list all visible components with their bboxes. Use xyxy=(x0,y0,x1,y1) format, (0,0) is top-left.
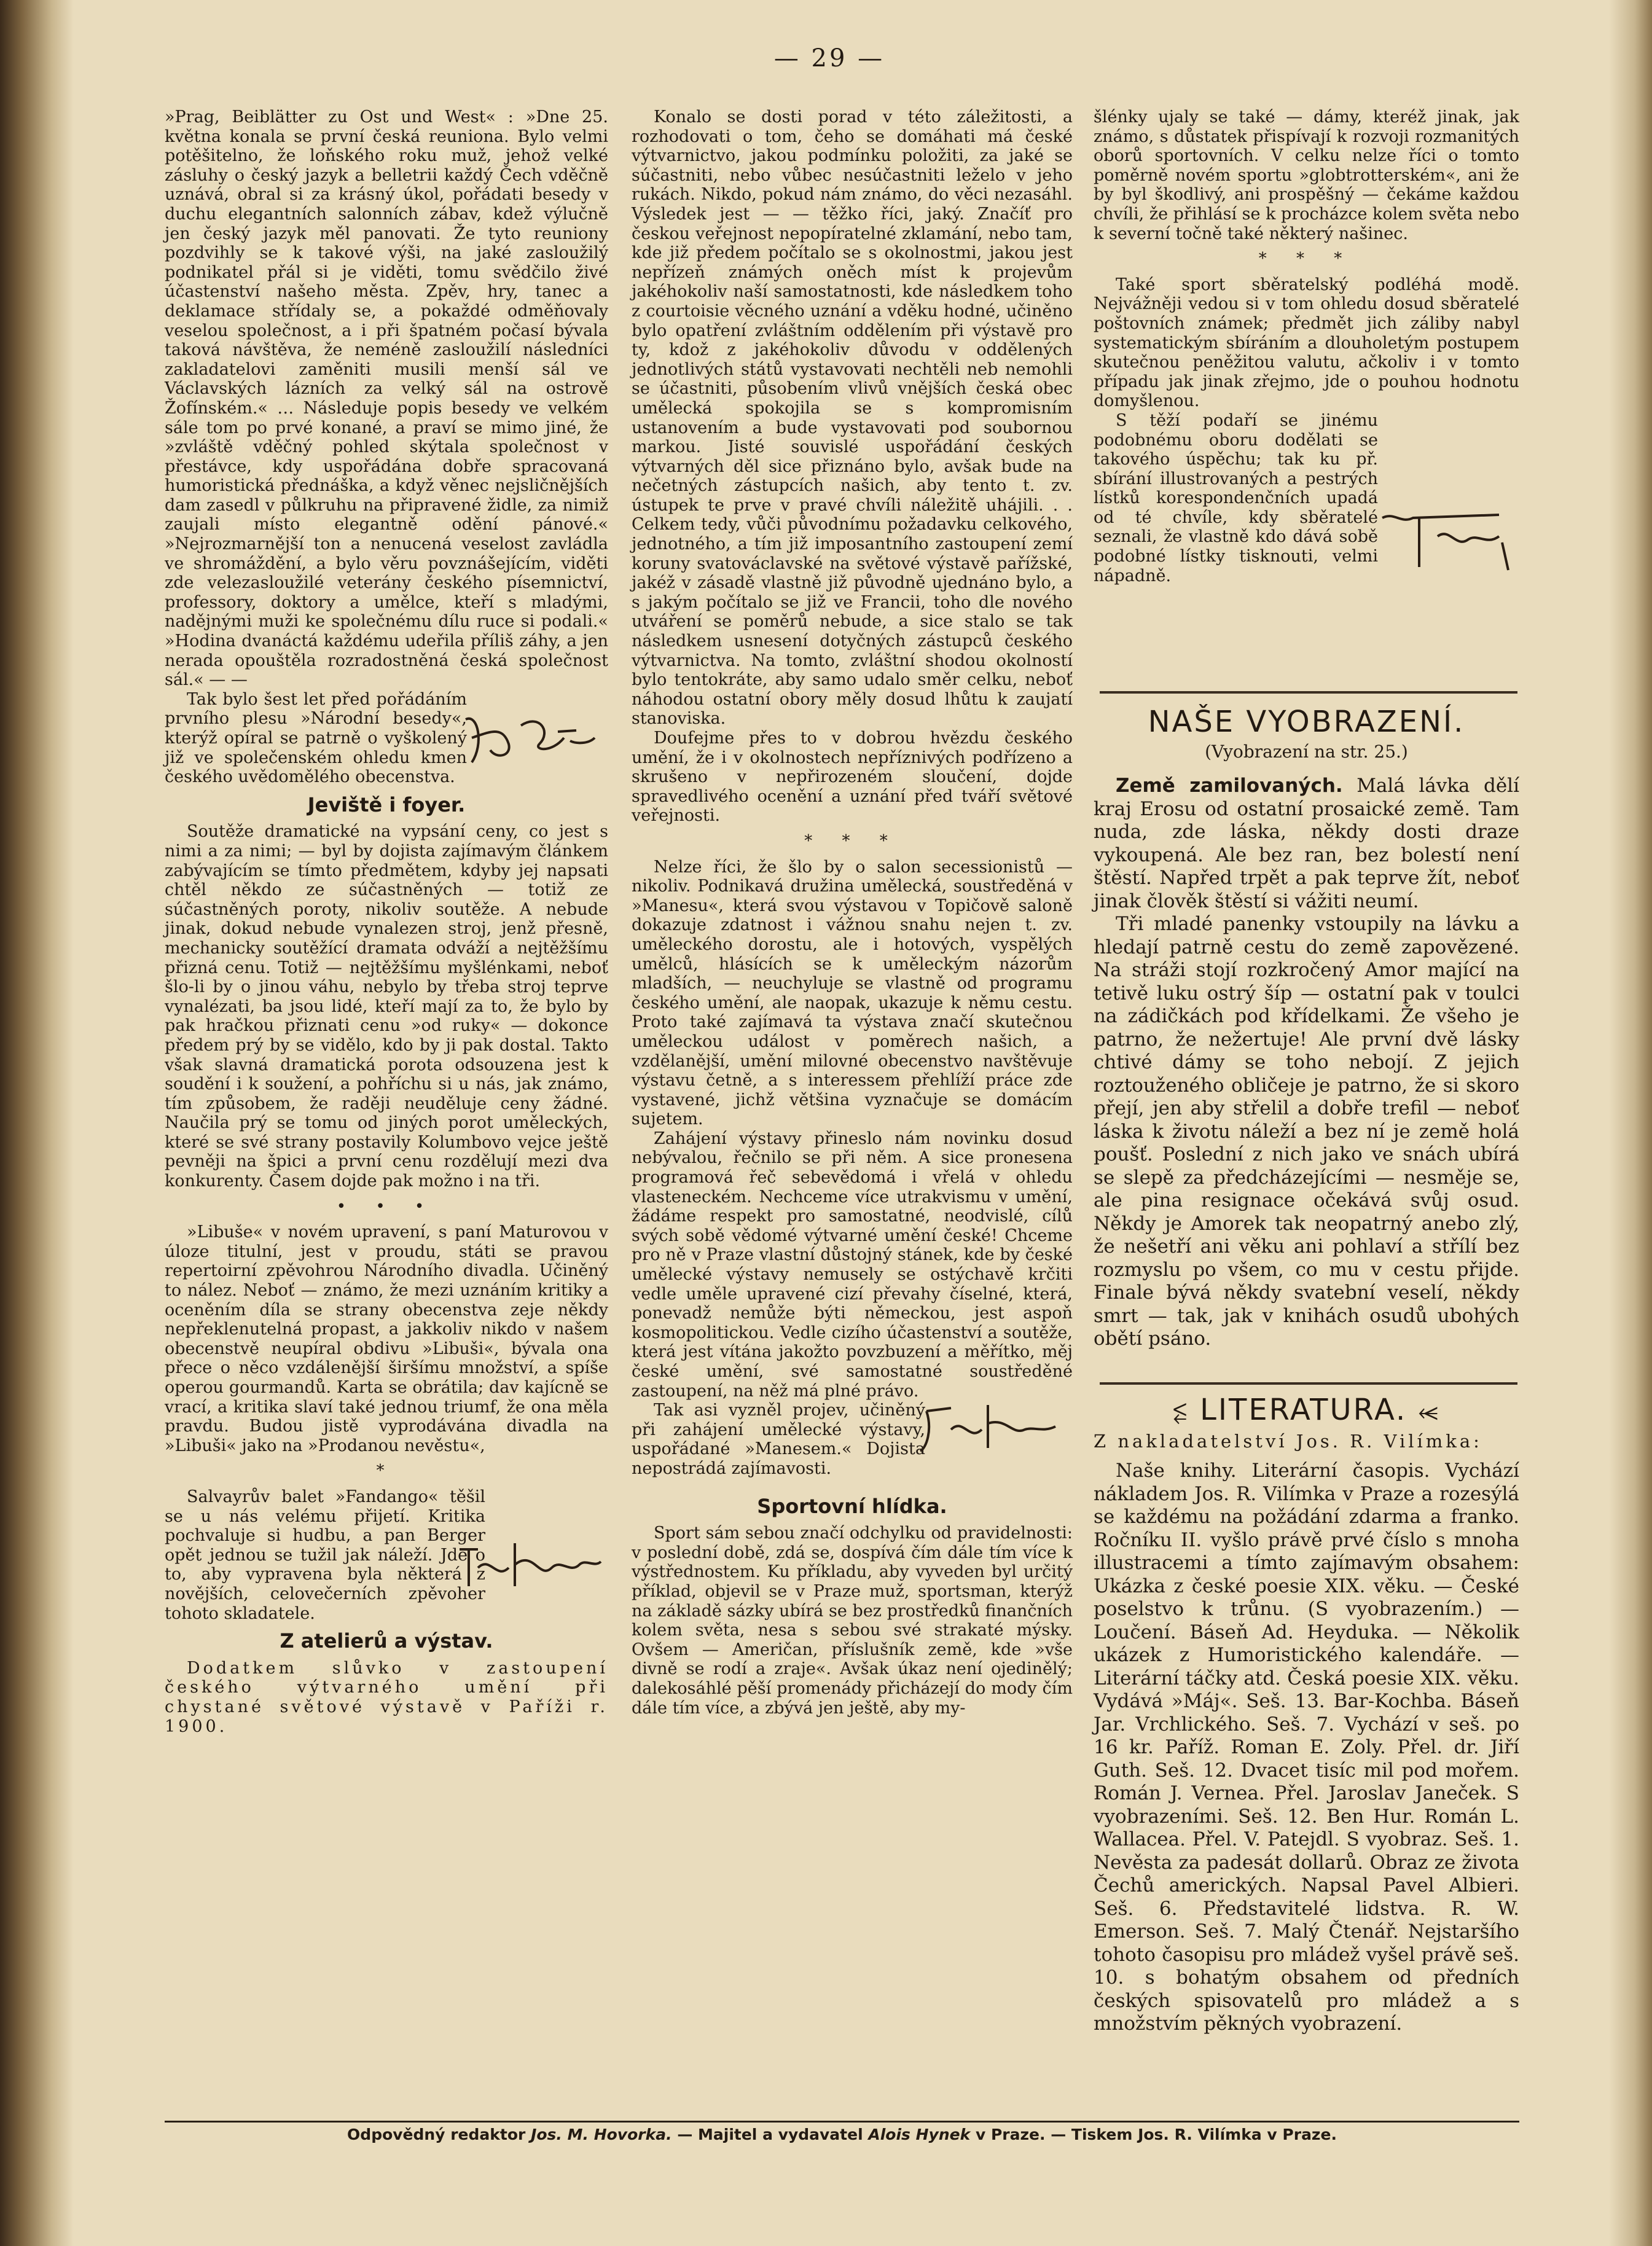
article-paragraph: Sport sám sebou značí odchylku od pravidelnosti: v poslední době, zdá se, dospívá čím dále tím více k výstřednostem. Ku příkladu, aby vyveden byl určitý příklad, objevil se v Praze muž, sportsman, kterýž na základě sázky ubírá se bez prostředků finančních kolem světa, nesa s sebou své strakaté mýsky. Ovšem — Američan, příslušník země, kde »vše divně se rodí a zraje«. Avšak úkaz není ojedinělý; dalekosáhlé pěší promenády přicházejí do mody čím dále tím více, a zbývá jen ještě, aby my- xyxy=(632,1524,1073,1718)
arrow-left-icon: ⥶ xyxy=(1173,1398,1189,1426)
article-paragraph: Tak bylo šest let před pořádáním prvního plesu »Národní besedy«, kterýž opíral se patrně o vyškolený již ve společenském ohledu kmen českého uvědomělého obecenstva. xyxy=(165,689,467,787)
column-3-literatura xyxy=(1094,1393,1519,2036)
article-paragraph: Zahájení výstavy přineslo nám novinku dosud nebývalou, řečnilo se při něm. A sice pronesena programová řeč sebevědomá i vřelá v ohledu vlasteneckém. Nechceme více utrakvismu v umění, žádáme respekt pro samostatné, neodvislé, cílů svých sobě vědomé výtvarné umění české! Chceme pro ně v Praze vlastní důstojný stánek, kde by české umělecké výstavy nemusely se ostýchavě krčiti vedle uměle upravené cizí převahy číselné, která, ponevadž nemůže býti německou, jest aspoň kosmopolitickou. Vedle cizího účastenství a soutěže, která jest vítána jakožto povzbuzení a měřítko, měj české umění, své samostatné soustředěné zastoupení, na něž má plné právo. xyxy=(632,1129,1073,1401)
article-paragraph: Soutěže dramatické na vypsání ceny, co jest s nimi a za nimi; — byl by dojista zajímavým článkem zabývajícím se tímto předmětem, kdyby jej napsati chtěl někdo ze súčastněných — totiž ze súčastněných poroty, nikoliv soutěže. A nebude jinak, dokud nebude vynalezen stroj, jenž přesně, mechanicky soutěžící dramata odváží a nejtěžšímu přizná cenu. Totiž — nejtěžšímu myšlénkami, neboť šlo-li by o jinou váhu, nebylo by třeba stroj teprve vynalézati, ba jsou lidé, kteří mají za to, že bylo by pak hračkou přiznati cenu »od ruky« — dokonce předem prý by se vidělo, kdo by ji pak dostal. Takto však slavná dramatická porota odsouzena jest k soudění i k soužení, a pohříchu si u nás, jak známo, tím způsobem, že raději neuděluje ceny žádné. Naučila prý se tomu od jiných porot uměleckých, které se své strany postavily Kolumbovo vejce ještě pevněji na špici a první cenu rozdělují mezi dva konkurenty. Časem dojde pak možno i na tři. xyxy=(165,822,608,1191)
article-paragraph: Doufejme přes to v dobrou hvězdu českého umění, že i v okolnostech nepříznivých podřízeno a skrušeno v nepřirozeném sloučení, dojde spravedlivého ocenění a uznání před tváří světové veřejnosti. xyxy=(632,729,1073,826)
footer-publisher-place: v Praze. xyxy=(975,2126,1046,2143)
article-paragraph: Dodatkem slůvko v zastoupení českého výtvarného umění při chystané světové výstavě v Paříži r. 1900. xyxy=(165,1658,608,1736)
section-subtitle: (Vyobrazení na str. 25.) xyxy=(1205,741,1408,762)
article-paragraph: Tři mladé panenky vstoupily na lávku a hledají patrně cestu do země zapovězené. Na stráži stojí rozkročený Amor mající na tetivě luku ostrý šíp — ostatní pak v toulci na zádičkách pod křídelkami. Že všeho je patrno, že nežertuje! Ale první dvě lásky chtivé dámy se toho nebojí. Z jejich roztouženého obličeje je patrno, že si skoro přejí, jen aby střelil a dobře trefil — neboť láska k životu náleží a bez ní je země holá poušť. Poslední z nich jako ve snách ubírá se slepě za předcházejícími — nesměje se, ale pina resignace očekává svůj osud. Někdy je Amorek tak neopatrný anebo zlý, že nešetří ani věku ani pohlaví a střílí bez rozmyslu po všem, co mu v cestu přijde. Finale bývá někdy svatební veselí, někdy smrt — tak, jak v knihách osudů ubohých obětí psáno. xyxy=(1094,913,1519,1350)
footer-publisher-label: — Majitel a vydavatel xyxy=(677,2126,863,2143)
stars-divider: • • • xyxy=(336,1197,437,1216)
literatura-label: LITERATURA. xyxy=(1200,1393,1407,1427)
stars-divider: * * * xyxy=(804,831,900,850)
page-edge-shadow xyxy=(1609,0,1652,2246)
article-paragraph: S těží podaří se jinému podobnému oboru dodělati se takového úspěchu; tak ku př. sbírání illustrovaných a pestrých lístků korespondenčních upadá od té chvíle, kdy sběratelé seznali, že vlastně kdo dává sobě podobné lístky tisknouti, velmi nápadně. xyxy=(1094,410,1378,585)
article-paragraph: Tak asi vyzněl projev, učiněný při zahájení umělecké výstavy, uspořádané »Manesem.« Dojista nepostrádá zajímavosti. xyxy=(632,1401,925,1478)
column-2 xyxy=(632,108,1073,1718)
footer-printer: — Tiskem Jos. R. Vilímka v Praze. xyxy=(1051,2126,1337,2143)
section-heading-literatura xyxy=(1094,1393,1519,1427)
section-heading-vyobrazeni: NAŠE VYOBRAZENÍ. xyxy=(1148,705,1465,739)
footer-editor-name: Jos. M. Hovorka. xyxy=(531,2126,672,2143)
section-rule xyxy=(1100,691,1517,694)
article-paragraph: Malá lávka dělí kraj Erosu od ostatní prosaické země. Tam nuda, zde láska, někdy dosti draze vykoupená. Ale bez ran, bez bolestí není štěstí. Napřed trpět a pak teprve žít, neboť jinak člověk štěstí si vážiti neumí. xyxy=(1094,775,1519,912)
article-paragraph: Nelze říci, že šlo by o salon secessionistů — nikoliv. Podnikavá družina umělecká, soustředěná v »Manesu«, která svou výstavou v Topičově saloně dokazuje zdatnost i vážnou snahu nejen t. zv. uměleckého dorostu, ale i hotových, vyspělých umělců, hlásících se k uměleckým názorům mladších, — neuchyluje se vlastně od programu českého umění, ale naopak, ukazuje k němu cestu. Proto také zajímavá ta výstava značí skutečnou uměleckou událost v poměrech našich, a vzdělanější, umění milovné obecenstvo navštěvuje výstavu četně, a s interessem přehlíží práce zde vystavené, jichž většina vyznačuje se domácím sujetem. xyxy=(632,857,1073,1129)
stars-divider: * * * xyxy=(1258,249,1355,268)
arrow-right-icon: ⥷ xyxy=(1418,1398,1440,1426)
footer xyxy=(165,2126,1519,2143)
article-paragraph: šlénky ujaly se také — dámy, kteréž jinak, jak známo, s důstatek přispívají k rozvoji rozmanitých oborů sportovních. V celku nelze říci o tomto poměrně novém sportu »globtrotterském«, ani že by byl škodlivý, ani prospěšný — čekáme každou chvíli, že přihlásí se k procházce kolem světa nebo k severní točně také některý našinec. xyxy=(1094,108,1519,243)
column-3-lower xyxy=(1094,705,1519,1351)
footer-editor-label: Odpovědný redaktor xyxy=(347,2126,526,2143)
column-1 xyxy=(165,108,608,1736)
article-paragraph: »Prag, Beiblätter zu Ost und West« : »Dne 25. května konala se první česká reuniona. Bylo velmi potěšitelno, že loňského roku muž, jehož velké zásluhy o český jazyk a belletrii každý Čech vděčně uznává, obral si za krásný úkol, pořádati besedy v duchu elegantních salonních zábav, kdež výlučně jen český jazyk měl panovati. Že tyto reuniony pozdvihly se k takové výši, na jaké zasloužilý podnikatel přál si je viděti, tomu svědčilo živé účastenství našeho města. Zpěv, hry, tanec a deklamace střídaly se, a pokaždé odměňovaly veselou společnost, a i při špatném počasí bývala taková návštěva, že neméně zasloužilí následníci zakladatelovi zaměniti musili menší sál ve Václavských lázních za velký sál na ostrově Žofínském.« … Následuje popis besedy ve velkém sále tom po prvé konané, a praví se mimo jiné, že »zvláště vděčný pohled skýtala společnost v přestávce, kdy uspořádána dobře spracovaná humoristická přednáška, a když věnec nejsličnějších dam zasedl v půlkruhu na připravené židle, za nimiž zaujali místo elegantně odění pánové.« »Nejrozmarnější ton a nenucená veselost zavládla ve shromáždění, a bylo věru povznášejícím, viděti zde velezasloužilé veterány českého písemnictví, professory, doktory a umělce, kteří s mladými, nadějnými muži ke společnému dílu ruce si podali.« »Hodina dvanáctá každému udeřila příliš záhy, a jen nerada opouštěla rozradostněná česká společnost sál.« — — xyxy=(165,108,608,690)
section-heading-ateliery: Z atelierů a výstav. xyxy=(280,1629,493,1653)
column-3 xyxy=(1094,108,1519,585)
article-paragraph: Také sport sběratelský podléhá modě. Nejvážněji vedou si v tom ohledu dosud sběratelé poštovních známek; předmět jich záliby nabyl systematickým sbíráním a dlouholetým postupem skutečnou peněžitou valutu, ačkoliv i v tomto případu jak jinak zřejmo, jde o pouhou hodnotu domyšlenou. xyxy=(1094,275,1519,411)
footer-rule xyxy=(165,2121,1519,2123)
article-paragraph: »Libuše« v novém upravení, s paní Maturovou v úloze titulní, jest v proudu, státi se pravou repertoirní zpěvohrou Národního divadla. Učiněný to nález. Neboť — známo, že mezi uznáním kritiky a oceněním díla se strany obecenstva zeje někdy nepřeklenutelná propast, a jakkoliv nikdo v našem obecenstvě neupíral obdivu »Libuši«, bývala ona přece o něco vzdálenější širšímu množství, a spíše operou gourmandů. Karta se obrátila; dav kajícně se vrací, a kritika slaví také jednou triumf, že ona měla pravdu. Budou jistě vyprodávána divadla na »Libuši« jako na »Prodanou nevěstu«, xyxy=(165,1223,608,1455)
footer-publisher-name: Alois Hynek xyxy=(868,2126,971,2143)
lead-title: Země zamilovaných. xyxy=(1116,775,1343,797)
section-heading-jeviste: Jeviště i foyer. xyxy=(307,792,466,816)
page-number: — 29 — xyxy=(773,44,885,72)
article-paragraph: Konalo se dosti porad v této záležitosti, a rozhodovati o tom, čeho se domáhati má české výtvarnictvo, jakou podmínku položiti, za jaké se súčastniti, nebo vůbec nesúčastniti leželo v jeho rukách. Nikdo, pokud nám známo, do věci nezasáhl. Výsledek jest — — těžko říci, jaký. Značíť pro českou veřejnost nepopíratelné zklamání, nebo tam, kde již předem počítalo se s okolnostmi, jakou jest nepřízeň známých oněch míst k projevům jakéhokoliv naší samostatnosti, kde následkem toho z courtoisie věcného uznání a vděku hodné, učiněno bylo opatření zvláštním oddělením při výstavě pro ty, kdož z jakéhokoliv důvodu v oddělených jednotlivých států vystavovati nechtěli neb nemohli se účastniti, působením vlivů vnějších česká obec umělecká spokojila se s kompromisním ustanovením a bude vystavovati pod soubornou markou. Jisté souvislé uspořádání českých výtvarných děl sice přiznáno bylo, avšak bude na nečetných zástupcích našich, aby tento t. zv. ústupek te prve v pravé chvíli náležitě uhájili. . . Celkem tedy, vůči původnímu požadavku celkového, jednotného, a tím již imposantního zastoupení zemí koruny svatováclavské na světové výstavě pařížské, jakéž v zásadě vlastně již původně ujednáno bylo, a s jakým počítalo se již ve Francii, toho dle nového utváření se poměrů nebude, a sice stalo se tak následkem usnesení dotyčných zástupců českého výtvarnictva. Na tomto, zvláštní shodou okolností bylo tentokráte, aby samo udalo směr celku, neboť náhodou ostatní obory měly dosud lhůtu k zaujatí stanoviska. xyxy=(632,108,1073,729)
vyobrazeni-text xyxy=(1094,775,1519,1351)
book-binding-shadow xyxy=(0,0,74,2246)
publisher-line: Z nakladatelství Jos. R. Vilímka: xyxy=(1094,1430,1482,1452)
section-rule xyxy=(1100,1382,1517,1385)
stars-divider: * xyxy=(376,1461,397,1481)
article-paragraph: Salvayrův balet »Fandango« těšil se u nás velému přijetí. Kritika pochvaluje si hudbu, a pan Berger opět jednou se tužil jak náleží. Jde o to, aby vypravena byla některá z novějších, celovečerních zpěvoher tohoto skladatele. xyxy=(165,1487,485,1623)
section-heading-sport: Sportovní hlídka. xyxy=(757,1494,947,1518)
article-paragraph: Naše knihy. Literární časopis. Vychází nákladem Jos. R. Vilímka v Praze a rozesýlá se každému na požádání zdarma a franko. Ročníku II. vyšlo právě prvé číslo s mnoha illustracemi a tímto zajímavým obsahem: Ukázka z české poesie XIX. věku. — České poselstvo k trůnu. (S vyobrazením.) — Loučení. Báseň Ad. Heyduka. — Několik ukázek z Humoristického kalendáře. — Literární táčky atd. Česká poesie XIX. věku. Vydává »Máj«. Seš. 13. Bar-Kochba. Báseň Jar. Vrchlického. Seš. 7. Vychází v seš. po 16 kr. Paříž. Roman E. Zoly. Přel. dr. Jiří Guth. Seš. 12. Dvacet tisíc mil pod mořem. Román J. Vernea. Přel. Jaroslav Janeček. S vyobrazeními. Seš. 12. Ben Hur. Román L. Wallacea. Přel. V. Patejdl. S vyobraz. Seš. 1. Nevěsta za padesát dollarů. Obraz ze života Čechů amerických. Napsal Pavel Albieri. Seš. 6. Představitelé lidstva. R. W. Emerson. Seš. 7. Malý Čtenář. Nejstaršího tohoto časopisu pro mládež vyšel právě seš. 10. s bohatým obsahem od předních českých spisovatelů pro mládež a s množstvím pěkných vyobrazení. xyxy=(1094,1460,1519,2035)
